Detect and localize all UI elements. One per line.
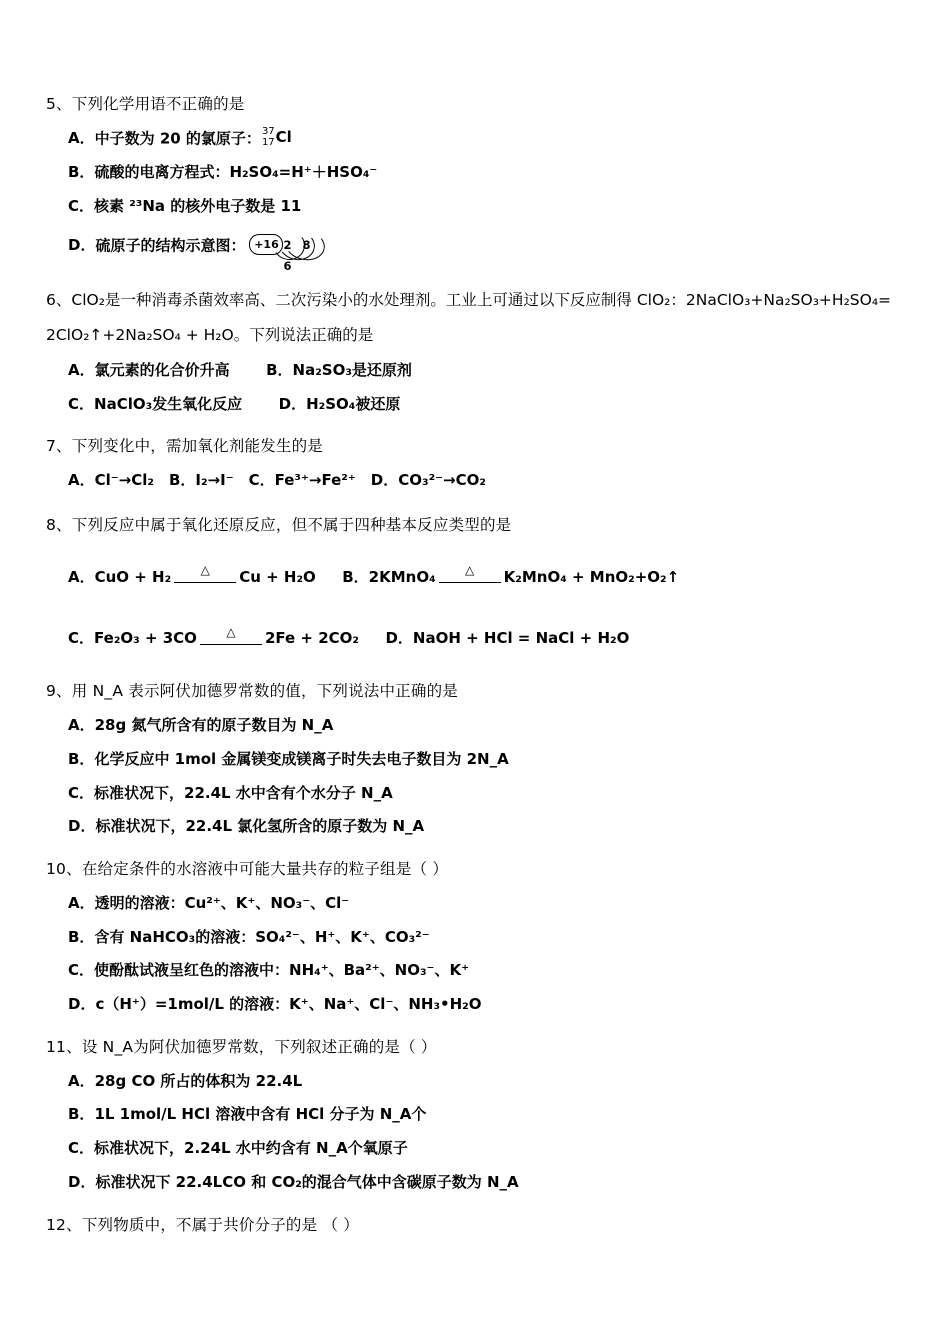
reaction-condition-arrow-c [200,624,262,648]
question-8-text: 下列反应中属于氧化还原反应，但不属于四种基本反应类型的是 [71,515,512,534]
question-8-options-row1 [46,564,894,592]
question-11-option-d [46,1169,894,1197]
option-b-text: 化学反应中 1mol 金属镁变成镁离子时失去电子数目为 2N_A [94,749,509,768]
option-a-text: 28g 氮气所含有的原子数目为 N_A [94,716,334,734]
option-c-text: 标准状况下，22.4L 水中含有个水分子 N_A [94,783,393,802]
option-a-products: Cu + H₂O [239,567,316,586]
option-c-text: 核素 ²³Na 的核外电子数是 11 [94,196,302,215]
question-6-number: 6、 [46,290,72,309]
question-11-text: 设 N_A为阿伏加德罗常数，下列叙述正确的是（ ） [81,1037,437,1056]
question-6-stem-line2 [46,322,894,349]
option-label-a: A． [68,1071,95,1090]
option-b-text: Na₂SO₃是还原剂 [292,360,412,379]
question-10-option-a [46,890,894,918]
option-b-products: K₂MnO₄ + MnO₂+O₂↑ [503,567,680,586]
question-6-text-2: 2ClO₂↑+2Na₂SO₄ + H₂O。下列说法正确的是 [46,325,374,344]
question-9 [46,679,894,841]
option-label-b: B． [342,567,369,586]
question-10-number: 10、 [46,860,82,878]
option-a-text: 透明的溶液：Cu²⁺、K⁺、NO₃⁻、Cl⁻ [94,893,350,912]
option-label-c: C． [68,394,95,413]
question-11-option-c [46,1135,894,1163]
question-9-option-a [46,712,894,740]
sulfur-atom-structure-diagram [249,229,319,273]
question-5-option-b [46,159,894,187]
question-10-stem [46,857,894,882]
isotope-atomic-number: 17 [261,136,275,148]
isotope-symbol: Cl [275,127,292,146]
question-7 [46,434,894,495]
question-10-option-c [46,957,894,985]
option-label-b: B． [266,360,293,379]
reaction-line-b [439,582,501,583]
option-label-c: C． [68,1139,95,1158]
option-b-reactants: 2KMnO₄ [368,567,436,586]
question-9-option-b [46,746,894,774]
option-label-a: A． [68,360,95,379]
question-11-option-a [46,1068,894,1096]
option-c-text: 标准状况下，2.24L 水中约含有 N_A个氧原子 [94,1139,408,1158]
reaction-line-c [200,644,262,645]
nucleus-charge: +16 [249,234,283,255]
option-label-c: C． [68,196,95,215]
question-9-number: 9、 [46,682,72,701]
question-5-text: 下列化学用语不正确的是 [71,95,245,113]
reaction-line-a [174,582,236,583]
option-d-text: H₂SO₄被还原 [306,394,401,413]
question-12-number: 12、 [46,1215,82,1234]
question-5 [46,92,894,273]
option-c-text: NaClO₃发生氧化反应 [94,394,243,413]
option-label-b: B． [68,749,95,768]
option-c-products: 2Fe + 2CO₂ [264,629,359,648]
question-12-text: 下列物质中，不属于共价分子的是 （ ） [81,1215,359,1234]
question-6-options-row2 [46,391,894,419]
question-9-option-c [46,780,894,808]
option-a-text: 氯元素的化合价升高 [94,360,230,379]
option-label-d: D． [68,995,96,1014]
option-label-c: C． [68,629,95,648]
question-10 [46,857,894,1019]
question-7-stem [46,434,894,459]
option-label-a: A． [68,567,95,586]
question-10-option-d [46,991,894,1019]
question-8-number: 8、 [46,515,72,534]
question-5-option-c [46,193,894,221]
option-label-b: B． [68,927,95,946]
question-8 [46,513,894,653]
question-6-stem-line1 [46,287,894,314]
delta-symbol-a: △ [200,563,210,578]
option-label-a: A． [68,716,95,734]
option-d-text: NaOH + HCl = NaCl + H₂O [412,629,630,648]
option-label-b: B． [68,163,95,182]
question-10-option-b [46,924,894,952]
question-7-text: 下列变化中，需加氧化剂能发生的是 [71,437,323,456]
option-a-text: 28g CO 所占的体积为 22.4L [94,1071,303,1090]
delta-symbol-b: △ [465,563,475,578]
delta-symbol-c: △ [226,624,236,639]
question-6-text-1: ClO₂是一种消毒杀菌效率高、二次污染小的水处理剂。工业上可通过以下反应制得 ClO₂：2NaClO₃+Na₂SO₃+H₂SO₄= [71,290,892,309]
question-11-number: 11、 [46,1037,82,1056]
question-7-options: A．Cl⁻→Cl₂ B．I₂→I⁻ C．Fe³⁺→Fe²⁺ D．CO₃²⁻→CO₂ [68,471,486,490]
question-8-options-row2 [46,625,894,653]
option-label-c: C． [68,961,95,980]
option-c-text: 使酚酞试液呈红色的溶液中：NH₄⁺、Ba²⁺、NO₃⁻、K⁺ [94,961,469,980]
question-11 [46,1035,894,1197]
question-6-options-row1 [46,357,894,385]
question-9-option-d [46,813,894,841]
question-10-text: 在给定条件的水溶液中可能大量共存的粒子组是（ ） [81,860,449,878]
question-5-option-d [46,231,894,273]
isotope-mass-number: 37 [261,126,275,138]
option-b-text: 1L 1mol/L HCl 溶液中含有 HCl 分子为 N_A个 [94,1105,427,1124]
option-label-c: C． [68,783,95,802]
option-label-d: D． [278,394,307,413]
option-a-reactants: CuO + H₂ [94,567,172,586]
question-6 [46,287,894,419]
question-12-stem [46,1213,894,1238]
option-d-text: 硫原子的结构示意图： [95,236,246,255]
option-label-a: A． [68,893,95,912]
question-9-text: 用 N_A 表示阿伏加德罗常数的值，下列说法中正确的是 [71,682,458,701]
question-11-option-b [46,1101,894,1129]
shell-electron-counts: 2 8 6 [283,237,314,273]
question-5-stem [46,92,894,117]
option-label-d: D． [68,236,96,255]
question-8-stem [46,513,894,538]
option-label-a: A． [68,129,95,148]
option-d-text: 标准状况下，22.4L 氯化氢所含的原子数为 N_A [95,817,425,836]
question-5-number: 5、 [46,95,72,113]
question-9-stem [46,679,894,704]
option-b-text: 硫酸的电离方程式：H₂SO₄=H⁺＋HSO₄⁻ [94,163,378,182]
option-c-reactants: Fe₂O₃ + 3CO [94,629,197,648]
question-11-stem [46,1035,894,1060]
question-5-option-a [46,125,894,153]
option-d-text: c（H⁺）=1mol/L 的溶液：K⁺、Na⁺、Cl⁻、NH₃•H₂O [95,995,482,1014]
option-d-text: 标准状况下 22.4LCO 和 CO₂的混合气体中含碳原子数为 N_A [95,1172,519,1191]
option-label-b: B． [68,1105,95,1124]
option-label-d: D． [68,817,96,836]
option-label-d: D． [68,1172,96,1191]
question-12 [46,1213,894,1238]
question-7-number: 7、 [46,437,72,456]
option-b-text: 含有 NaHCO₃的溶液：SO₄²⁻、H⁺、K⁺、CO₃²⁻ [94,927,430,946]
reaction-condition-arrow-b [439,563,501,586]
option-label-d: D． [385,629,413,648]
option-a-text: 中子数为 20 的氯原子： [94,129,261,148]
isotope-notation [262,124,292,152]
reaction-condition-arrow-a [174,563,236,586]
